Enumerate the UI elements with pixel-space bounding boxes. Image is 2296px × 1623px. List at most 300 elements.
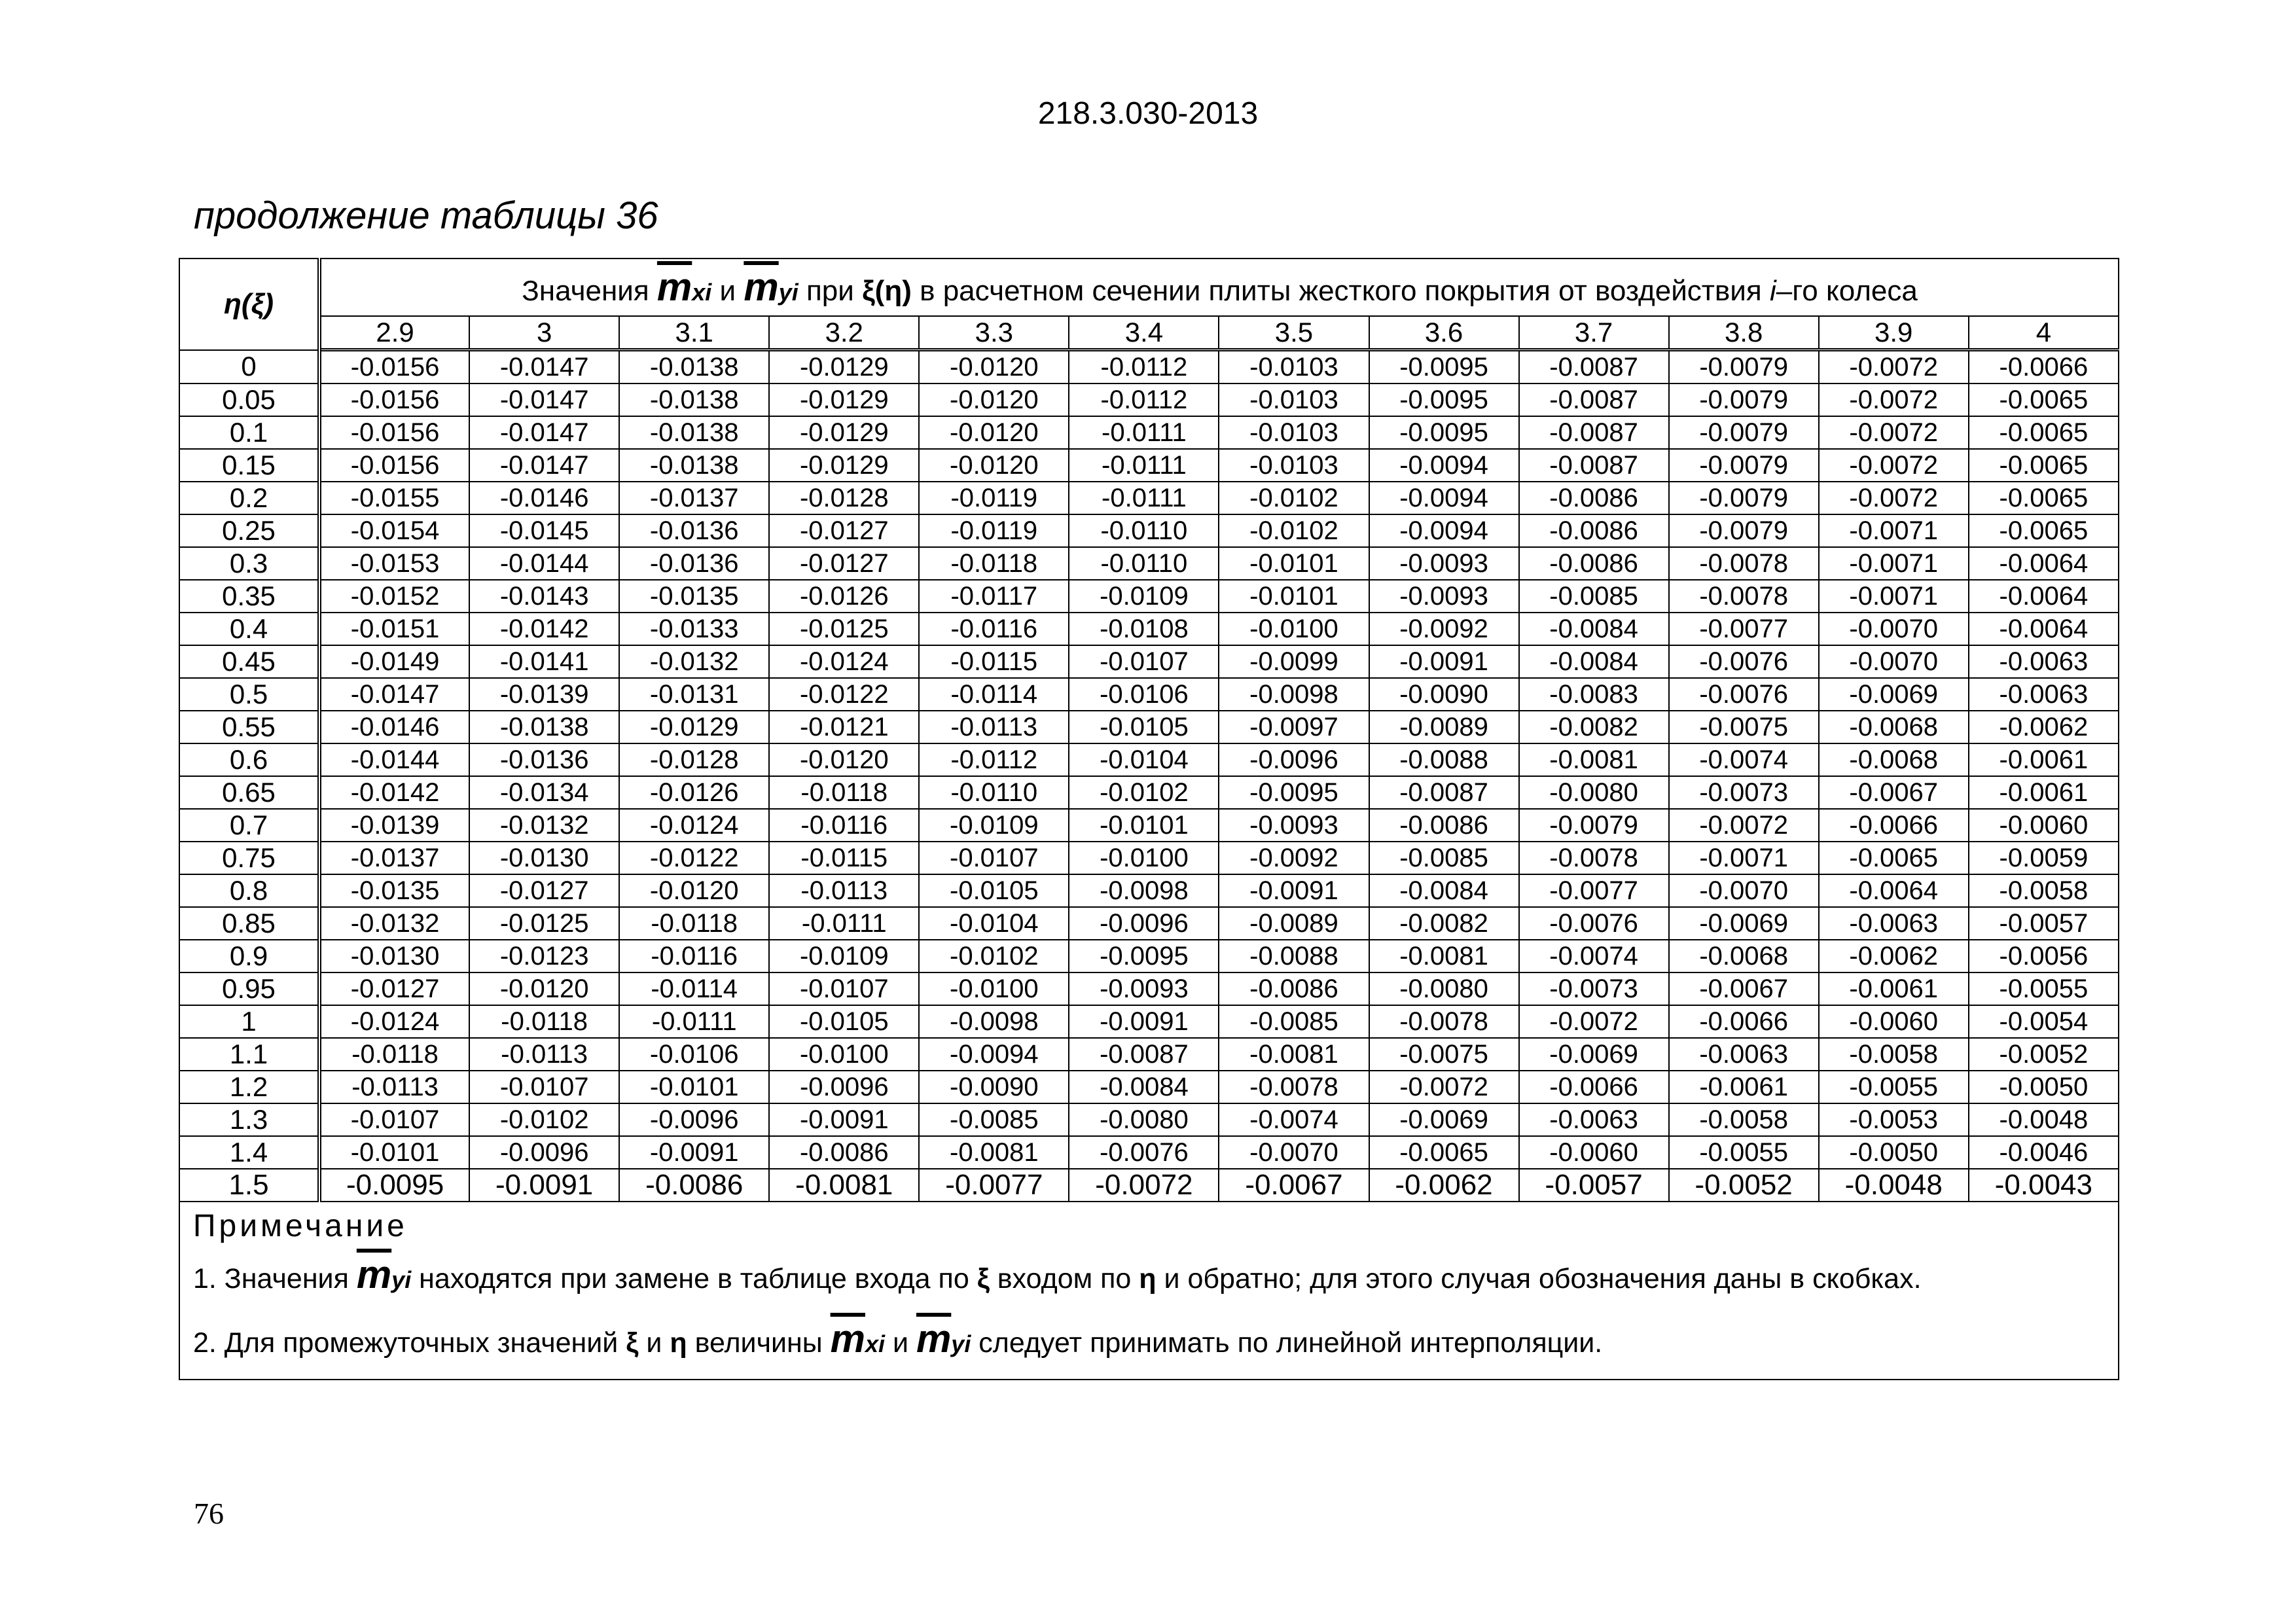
table-cell: -0.0064 bbox=[1819, 874, 1969, 907]
table-cell: -0.0100 bbox=[1069, 842, 1219, 874]
table-cell: -0.0071 bbox=[1819, 547, 1969, 580]
table-cell: -0.0085 bbox=[1219, 1005, 1369, 1038]
table-cell: -0.0132 bbox=[319, 907, 469, 940]
table-cell: -0.0081 bbox=[919, 1136, 1069, 1169]
column-header: 3 bbox=[469, 316, 619, 350]
row-eta-label: 1.3 bbox=[179, 1103, 319, 1136]
table-cell: -0.0096 bbox=[1069, 907, 1219, 940]
row-eta-label: 0.25 bbox=[179, 514, 319, 547]
table-row bbox=[179, 1071, 2119, 1103]
table-cell: -0.0093 bbox=[1219, 809, 1369, 842]
table-cell: -0.0120 bbox=[469, 972, 619, 1005]
table-cell: -0.0048 bbox=[1969, 1103, 2119, 1136]
table-cell: -0.0084 bbox=[1069, 1071, 1219, 1103]
table-cell: -0.0096 bbox=[619, 1103, 769, 1136]
table-cell: -0.0137 bbox=[619, 482, 769, 514]
data-table bbox=[179, 258, 2119, 1380]
table-row bbox=[179, 482, 2119, 514]
table-cell: -0.0113 bbox=[469, 1038, 619, 1071]
table-cell: -0.0129 bbox=[769, 416, 919, 449]
table-cell: -0.0093 bbox=[1069, 972, 1219, 1005]
row-eta-label: 0.05 bbox=[179, 383, 319, 416]
table-cell: -0.0091 bbox=[469, 1169, 619, 1202]
table-cell: -0.0094 bbox=[1369, 514, 1519, 547]
table-cell: -0.0118 bbox=[469, 1005, 619, 1038]
table-cell: -0.0076 bbox=[1069, 1136, 1219, 1169]
table-cell: -0.0070 bbox=[1219, 1136, 1369, 1169]
table-cell: -0.0063 bbox=[1519, 1103, 1669, 1136]
table-cell: -0.0127 bbox=[469, 874, 619, 907]
table-cell: -0.0120 bbox=[769, 743, 919, 776]
table-cell: -0.0142 bbox=[319, 776, 469, 809]
row-eta-label: 1.5 bbox=[179, 1169, 319, 1202]
row-eta-label: 0.9 bbox=[179, 940, 319, 972]
table-cell: -0.0151 bbox=[319, 613, 469, 645]
table-cell: -0.0055 bbox=[1969, 972, 2119, 1005]
table-cell: -0.0063 bbox=[1969, 678, 2119, 711]
table-cell: -0.0068 bbox=[1819, 711, 1969, 743]
table-cell: -0.0063 bbox=[1969, 645, 2119, 678]
table-cell: -0.0103 bbox=[1219, 383, 1369, 416]
column-header: 2.9 bbox=[319, 316, 469, 350]
table-cell: -0.0138 bbox=[619, 350, 769, 384]
table-cell: -0.0131 bbox=[619, 678, 769, 711]
table-cell: -0.0111 bbox=[619, 1005, 769, 1038]
table-cell: -0.0095 bbox=[1369, 416, 1519, 449]
table-cell: -0.0048 bbox=[1819, 1169, 1969, 1202]
table-cell: -0.0076 bbox=[1669, 645, 1819, 678]
table-cell: -0.0060 bbox=[1819, 1005, 1969, 1038]
table-cell: -0.0091 bbox=[619, 1136, 769, 1169]
row-eta-label: 0.7 bbox=[179, 809, 319, 842]
table-cell: -0.0070 bbox=[1819, 645, 1969, 678]
table-cell: -0.0136 bbox=[619, 514, 769, 547]
table-cell: -0.0062 bbox=[1819, 940, 1969, 972]
table-cell: -0.0101 bbox=[619, 1071, 769, 1103]
table-cell: -0.0080 bbox=[1519, 776, 1669, 809]
table-row bbox=[179, 1169, 2119, 1202]
table-cell: -0.0134 bbox=[469, 776, 619, 809]
table-cell: -0.0127 bbox=[769, 547, 919, 580]
table-cell: -0.0095 bbox=[1369, 350, 1519, 384]
row-eta-label: 0.55 bbox=[179, 711, 319, 743]
table-cell: -0.0129 bbox=[619, 711, 769, 743]
table-cell: -0.0135 bbox=[619, 580, 769, 613]
row-eta-label: 0.8 bbox=[179, 874, 319, 907]
table-row bbox=[179, 350, 2119, 384]
table-cell: -0.0120 bbox=[619, 874, 769, 907]
table-cell: -0.0147 bbox=[319, 678, 469, 711]
table-row bbox=[179, 645, 2119, 678]
table-cell: -0.0120 bbox=[919, 416, 1069, 449]
table-row bbox=[179, 874, 2119, 907]
table-cell: -0.0046 bbox=[1969, 1136, 2119, 1169]
table-cell: -0.0101 bbox=[1219, 547, 1369, 580]
table-cell: -0.0098 bbox=[1219, 678, 1369, 711]
table-cell: -0.0129 bbox=[769, 383, 919, 416]
table-cell: -0.0118 bbox=[619, 907, 769, 940]
table-cell: -0.0132 bbox=[619, 645, 769, 678]
table-row bbox=[179, 547, 2119, 580]
row-eta-label: 0.95 bbox=[179, 972, 319, 1005]
table-cell: -0.0102 bbox=[1069, 776, 1219, 809]
table-cell: -0.0093 bbox=[1369, 580, 1519, 613]
table-cell: -0.0072 bbox=[1369, 1071, 1519, 1103]
table-cell: -0.0043 bbox=[1969, 1169, 2119, 1202]
table-cell: -0.0111 bbox=[1069, 416, 1219, 449]
table-cell: -0.0118 bbox=[769, 776, 919, 809]
page-number: 76 bbox=[194, 1497, 224, 1530]
table-cell: -0.0069 bbox=[1819, 678, 1969, 711]
table-cell: -0.0056 bbox=[1969, 940, 2119, 972]
table-cell: -0.0143 bbox=[469, 580, 619, 613]
table-cell: -0.0094 bbox=[1369, 482, 1519, 514]
table-cell: -0.0156 bbox=[319, 383, 469, 416]
table-cell: -0.0084 bbox=[1519, 645, 1669, 678]
table-cell: -0.0102 bbox=[919, 940, 1069, 972]
table-row bbox=[179, 907, 2119, 940]
table-cell: -0.0071 bbox=[1819, 514, 1969, 547]
row-eta-label: 0.1 bbox=[179, 416, 319, 449]
row-eta-label: 0.75 bbox=[179, 842, 319, 874]
table-row bbox=[179, 613, 2119, 645]
table-cell: -0.0120 bbox=[919, 383, 1069, 416]
table-cell: -0.0128 bbox=[619, 743, 769, 776]
table-cell: -0.0078 bbox=[1669, 547, 1819, 580]
table-cell: -0.0125 bbox=[769, 613, 919, 645]
table-cell: -0.0114 bbox=[619, 972, 769, 1005]
table-cell: -0.0137 bbox=[319, 842, 469, 874]
table-cell: -0.0066 bbox=[1519, 1071, 1669, 1103]
table-cell: -0.0085 bbox=[1369, 842, 1519, 874]
table-cell: -0.0087 bbox=[1519, 350, 1669, 384]
table-cell: -0.0147 bbox=[469, 449, 619, 482]
table-cell: -0.0061 bbox=[1669, 1071, 1819, 1103]
table-cell: -0.0078 bbox=[1669, 580, 1819, 613]
table-cell: -0.0052 bbox=[1969, 1038, 2119, 1071]
table-cell: -0.0060 bbox=[1519, 1136, 1669, 1169]
table-cell: -0.0095 bbox=[1069, 940, 1219, 972]
table-cell: -0.0081 bbox=[769, 1169, 919, 1202]
table-cell: -0.0101 bbox=[1219, 580, 1369, 613]
table-cell: -0.0111 bbox=[1069, 449, 1219, 482]
table-cell: -0.0087 bbox=[1519, 449, 1669, 482]
table-cell: -0.0068 bbox=[1819, 743, 1969, 776]
table-cell: -0.0122 bbox=[769, 678, 919, 711]
table-cell: -0.0066 bbox=[1819, 809, 1969, 842]
table-row bbox=[179, 743, 2119, 776]
table-cell: -0.0106 bbox=[619, 1038, 769, 1071]
table-cell: -0.0073 bbox=[1669, 776, 1819, 809]
table-cell: -0.0095 bbox=[319, 1169, 469, 1202]
column-header-row bbox=[179, 316, 2119, 350]
table-cell: -0.0126 bbox=[619, 776, 769, 809]
table-cell: -0.0138 bbox=[619, 416, 769, 449]
table-cell: -0.0086 bbox=[1519, 547, 1669, 580]
table-cell: -0.0066 bbox=[1669, 1005, 1819, 1038]
table-cell: -0.0107 bbox=[319, 1103, 469, 1136]
table-cell: -0.0117 bbox=[919, 580, 1069, 613]
row-eta-label: 1.1 bbox=[179, 1038, 319, 1071]
corner-header: η(ξ) bbox=[179, 259, 319, 350]
table-cell: -0.0139 bbox=[469, 678, 619, 711]
column-header: 3.2 bbox=[769, 316, 919, 350]
column-header: 3.1 bbox=[619, 316, 769, 350]
table-cell: -0.0116 bbox=[919, 613, 1069, 645]
table-row bbox=[179, 416, 2119, 449]
table-cell: -0.0127 bbox=[769, 514, 919, 547]
table-cell: -0.0113 bbox=[919, 711, 1069, 743]
table-cell: -0.0115 bbox=[919, 645, 1069, 678]
table-cell: -0.0075 bbox=[1369, 1038, 1519, 1071]
table-cell: -0.0113 bbox=[319, 1071, 469, 1103]
column-header: 3.9 bbox=[1819, 316, 1969, 350]
table-cell: -0.0107 bbox=[1069, 645, 1219, 678]
table-cell: -0.0079 bbox=[1669, 482, 1819, 514]
row-eta-label: 0.5 bbox=[179, 678, 319, 711]
table-cell: -0.0079 bbox=[1519, 809, 1669, 842]
table-cell: -0.0057 bbox=[1969, 907, 2119, 940]
row-eta-label: 0 bbox=[179, 350, 319, 384]
table-cell: -0.0074 bbox=[1219, 1103, 1369, 1136]
table-cell: -0.0144 bbox=[469, 547, 619, 580]
table-cell: -0.0156 bbox=[319, 416, 469, 449]
table-cell: -0.0079 bbox=[1669, 383, 1819, 416]
table-cell: -0.0062 bbox=[1969, 711, 2119, 743]
table-cell: -0.0103 bbox=[1219, 449, 1369, 482]
table-cell: -0.0123 bbox=[469, 940, 619, 972]
table-cell: -0.0111 bbox=[1069, 482, 1219, 514]
table-cell: -0.0138 bbox=[469, 711, 619, 743]
table-cell: -0.0077 bbox=[919, 1169, 1069, 1202]
table-cell: -0.0070 bbox=[1669, 874, 1819, 907]
row-eta-label: 0.4 bbox=[179, 613, 319, 645]
table-cell: -0.0107 bbox=[919, 842, 1069, 874]
table-cell: -0.0097 bbox=[1219, 711, 1369, 743]
table-cell: -0.0064 bbox=[1969, 547, 2119, 580]
table-cell: -0.0065 bbox=[1969, 449, 2119, 482]
table-cell: -0.0118 bbox=[919, 547, 1069, 580]
table-cell: -0.0069 bbox=[1369, 1103, 1519, 1136]
table-cell: -0.0118 bbox=[319, 1038, 469, 1071]
table-cell: -0.0109 bbox=[769, 940, 919, 972]
table-cell: -0.0064 bbox=[1969, 613, 2119, 645]
table-cell: -0.0112 bbox=[1069, 383, 1219, 416]
table-cell: -0.0078 bbox=[1369, 1005, 1519, 1038]
table-cell: -0.0142 bbox=[469, 613, 619, 645]
table-cell: -0.0156 bbox=[319, 350, 469, 384]
table-cell: -0.0081 bbox=[1219, 1038, 1369, 1071]
table-cell: -0.0095 bbox=[1369, 383, 1519, 416]
table-cell: -0.0065 bbox=[1969, 482, 2119, 514]
table-cell: -0.0144 bbox=[319, 743, 469, 776]
table-cell: -0.0110 bbox=[1069, 547, 1219, 580]
table-cell: -0.0119 bbox=[919, 482, 1069, 514]
table-cell: -0.0101 bbox=[319, 1136, 469, 1169]
row-eta-label: 1.2 bbox=[179, 1071, 319, 1103]
table-cell: -0.0069 bbox=[1519, 1038, 1669, 1071]
table-cell: -0.0088 bbox=[1219, 940, 1369, 972]
table-cell: -0.0089 bbox=[1219, 907, 1369, 940]
table-cell: -0.0086 bbox=[619, 1169, 769, 1202]
table-cell: -0.0100 bbox=[1219, 613, 1369, 645]
table-cell: -0.0090 bbox=[919, 1071, 1069, 1103]
table-cell: -0.0079 bbox=[1669, 416, 1819, 449]
table-cell: -0.0087 bbox=[1519, 416, 1669, 449]
table-cell: -0.0055 bbox=[1819, 1071, 1969, 1103]
table-cell: -0.0128 bbox=[769, 482, 919, 514]
table-cell: -0.0079 bbox=[1669, 449, 1819, 482]
table-cell: -0.0076 bbox=[1519, 907, 1669, 940]
table-cell: -0.0075 bbox=[1669, 711, 1819, 743]
table-cell: -0.0133 bbox=[619, 613, 769, 645]
table-cell: -0.0124 bbox=[769, 645, 919, 678]
table-row bbox=[179, 449, 2119, 482]
table-row bbox=[179, 842, 2119, 874]
table-cell: -0.0110 bbox=[1069, 514, 1219, 547]
table-cell: -0.0129 bbox=[769, 449, 919, 482]
table-cell: -0.0147 bbox=[469, 350, 619, 384]
table-cell: -0.0096 bbox=[1219, 743, 1369, 776]
table-cell: -0.0078 bbox=[1219, 1071, 1369, 1103]
table-cell: -0.0103 bbox=[1219, 416, 1369, 449]
table-cell: -0.0108 bbox=[1069, 613, 1219, 645]
table-cell: -0.0104 bbox=[919, 907, 1069, 940]
table-cell: -0.0072 bbox=[1819, 482, 1969, 514]
table-cell: -0.0147 bbox=[469, 416, 619, 449]
table-cell: -0.0124 bbox=[619, 809, 769, 842]
table-cell: -0.0073 bbox=[1519, 972, 1669, 1005]
table-cell: -0.0120 bbox=[919, 350, 1069, 384]
table-cell: -0.0072 bbox=[1819, 350, 1969, 384]
table-cell: -0.0055 bbox=[1669, 1136, 1819, 1169]
table-row bbox=[179, 1038, 2119, 1071]
table-row bbox=[179, 809, 2119, 842]
table-cell: -0.0066 bbox=[1969, 350, 2119, 384]
table-cell: -0.0089 bbox=[1369, 711, 1519, 743]
table-cell: -0.0088 bbox=[1369, 743, 1519, 776]
table-caption: продолжение таблицы 36 bbox=[194, 194, 658, 237]
table-row bbox=[179, 1005, 2119, 1038]
table-cell: -0.0082 bbox=[1519, 711, 1669, 743]
table-cell: -0.0126 bbox=[769, 580, 919, 613]
table-cell: -0.0124 bbox=[319, 1005, 469, 1038]
table-cell: -0.0113 bbox=[769, 874, 919, 907]
column-header: 3.8 bbox=[1669, 316, 1819, 350]
table-cell: -0.0105 bbox=[769, 1005, 919, 1038]
table-cell: -0.0095 bbox=[1219, 776, 1369, 809]
table-cell: -0.0105 bbox=[1069, 711, 1219, 743]
table-cell: -0.0091 bbox=[1219, 874, 1369, 907]
table-cell: -0.0091 bbox=[1369, 645, 1519, 678]
table-cell: -0.0130 bbox=[469, 842, 619, 874]
table-cell: -0.0084 bbox=[1369, 874, 1519, 907]
table-cell: -0.0087 bbox=[1519, 383, 1669, 416]
table-cell: -0.0156 bbox=[319, 449, 469, 482]
table-cell: -0.0067 bbox=[1219, 1169, 1369, 1202]
table-row bbox=[179, 383, 2119, 416]
table-cell: -0.0062 bbox=[1369, 1169, 1519, 1202]
notes-heading: Примечание bbox=[193, 1209, 408, 1243]
table-cell: -0.0112 bbox=[1069, 350, 1219, 384]
table-cell: -0.0081 bbox=[1519, 743, 1669, 776]
table-cell: -0.0091 bbox=[769, 1103, 919, 1136]
table-cell: -0.0141 bbox=[469, 645, 619, 678]
table-cell: -0.0114 bbox=[919, 678, 1069, 711]
table-cell: -0.0130 bbox=[319, 940, 469, 972]
table-cell: -0.0102 bbox=[1219, 514, 1369, 547]
table-cell: -0.0063 bbox=[1669, 1038, 1819, 1071]
table-cell: -0.0092 bbox=[1219, 842, 1369, 874]
table-cell: -0.0132 bbox=[469, 809, 619, 842]
table-cell: -0.0109 bbox=[1069, 580, 1219, 613]
table-cell: -0.0076 bbox=[1669, 678, 1819, 711]
table-cell: -0.0104 bbox=[1069, 743, 1219, 776]
table-cell: -0.0136 bbox=[619, 547, 769, 580]
table-cell: -0.0155 bbox=[319, 482, 469, 514]
table-cell: -0.0054 bbox=[1969, 1005, 2119, 1038]
table-cell: -0.0050 bbox=[1819, 1136, 1969, 1169]
table-cell: -0.0081 bbox=[1369, 940, 1519, 972]
table-cell: -0.0070 bbox=[1819, 613, 1969, 645]
row-eta-label: 0.85 bbox=[179, 907, 319, 940]
table-cell: -0.0072 bbox=[1669, 809, 1819, 842]
table-cell: -0.0101 bbox=[1069, 809, 1219, 842]
table-row bbox=[179, 940, 2119, 972]
table-cell: -0.0060 bbox=[1969, 809, 2119, 842]
row-eta-label: 0.6 bbox=[179, 743, 319, 776]
table-cell: -0.0094 bbox=[919, 1038, 1069, 1071]
table-cell: -0.0129 bbox=[769, 350, 919, 384]
row-eta-label: 1 bbox=[179, 1005, 319, 1038]
table-row bbox=[179, 1136, 2119, 1169]
row-eta-label: 0.65 bbox=[179, 776, 319, 809]
table-cell: -0.0079 bbox=[1669, 350, 1819, 384]
table-cell: -0.0078 bbox=[1519, 842, 1669, 874]
table-cell: -0.0067 bbox=[1669, 972, 1819, 1005]
table-cell: -0.0102 bbox=[469, 1103, 619, 1136]
table-cell: -0.0082 bbox=[1369, 907, 1519, 940]
table-cell: -0.0090 bbox=[1369, 678, 1519, 711]
table-cell: -0.0145 bbox=[469, 514, 619, 547]
table-cell: -0.0096 bbox=[769, 1071, 919, 1103]
table-cell: -0.0068 bbox=[1669, 940, 1819, 972]
table-cell: -0.0077 bbox=[1519, 874, 1669, 907]
table-cell: -0.0052 bbox=[1669, 1169, 1819, 1202]
table-cell: -0.0109 bbox=[919, 809, 1069, 842]
table-cell: -0.0074 bbox=[1519, 940, 1669, 972]
row-eta-label: 0.35 bbox=[179, 580, 319, 613]
column-header: 3.7 bbox=[1519, 316, 1669, 350]
table-cell: -0.0105 bbox=[919, 874, 1069, 907]
table-cell: -0.0061 bbox=[1969, 743, 2119, 776]
table-cell: -0.0146 bbox=[319, 711, 469, 743]
table-cell: -0.0093 bbox=[1369, 547, 1519, 580]
table-row bbox=[179, 1103, 2119, 1136]
table-cell: -0.0084 bbox=[1519, 613, 1669, 645]
table-cell: -0.0086 bbox=[1519, 514, 1669, 547]
table-cell: -0.0147 bbox=[469, 383, 619, 416]
table-cell: -0.0067 bbox=[1819, 776, 1969, 809]
table-cell: -0.0069 bbox=[1669, 907, 1819, 940]
table-cell: -0.0072 bbox=[1069, 1169, 1219, 1202]
table-cell: -0.0138 bbox=[619, 449, 769, 482]
table-cell: -0.0146 bbox=[469, 482, 619, 514]
table-cell: -0.0058 bbox=[1969, 874, 2119, 907]
table-cell: -0.0092 bbox=[1369, 613, 1519, 645]
table-cell: -0.0063 bbox=[1819, 907, 1969, 940]
table-row bbox=[179, 580, 2119, 613]
